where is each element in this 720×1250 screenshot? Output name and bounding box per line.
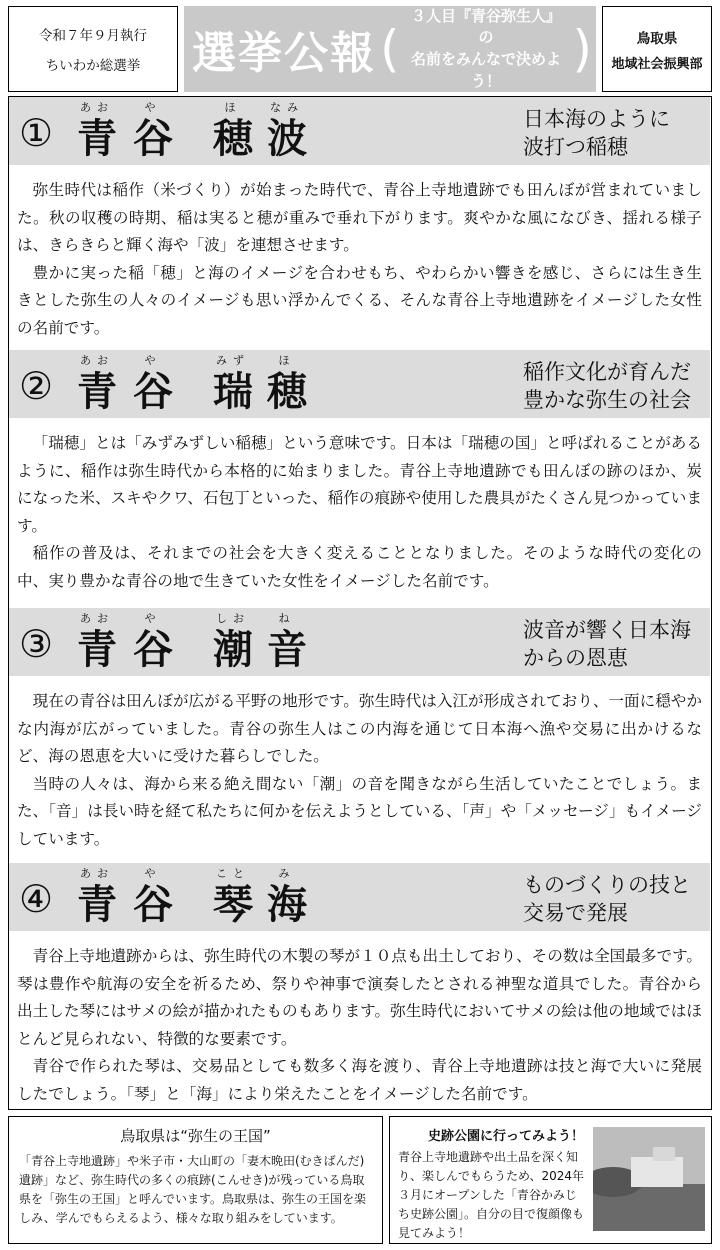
yayoi-kingdom-box [8, 1116, 383, 1244]
ruby-text: み [278, 867, 296, 880]
candidate-description [9, 931, 710, 1108]
name-char-text: 音 [267, 627, 307, 673]
candidate-section-3 [9, 608, 710, 853]
candidate-name [75, 101, 309, 162]
description-paragraph: 現在の青谷は田んぼが広がる平野の地形です。弥生時代は入江が形成されており、一面に穏やかな内海が広がっていました。青谷の弥生人はこの内海を通じて日本海へ漁や交易に出かけるなど、海の恩恵を大いに受けた暮らしでした。 [17, 692, 702, 765]
election-name: ちいわか総選挙 [45, 58, 141, 74]
name-char-text: 谷 [133, 369, 173, 415]
candidate-number: ② [19, 364, 54, 408]
ruby-text: や [144, 101, 162, 114]
candidate-description [9, 418, 710, 595]
tagline-line: 稲作文化が育んだ [523, 360, 691, 384]
info-footer [8, 1116, 712, 1244]
ruby-text: あお [80, 101, 114, 114]
candidate-name-bar [9, 350, 710, 418]
historic-park-photo [593, 1127, 705, 1231]
description-paragraph: 弥生時代は稲作（米づくり）が始まった時代で、青谷上寺地遺跡でも田んぼが営まれていました。秋の収穫の時期、稲は実ると穂が重みで垂れ下がります。爽やかな風になびき、揺れる様子は、きらきらと輝く海や「波」を連想させます。 [17, 181, 702, 254]
name-char-text: 瑞 [213, 369, 253, 415]
ruby-text: ほ [278, 354, 296, 367]
candidate-number: ① [19, 111, 54, 155]
candidate-name [75, 354, 309, 415]
info-body: 青谷上寺地遺跡や出土品を深く知り、楽しんでもらうため、2024年３月にオープンした「青谷かみじち史跡公園」。自分の目で復顔像も見てみよう！ [398, 1150, 585, 1240]
name-char [131, 354, 175, 415]
tagline-line: 日本海のように [523, 107, 670, 131]
name-char-text: 琴 [213, 882, 253, 928]
tagline-line: 波音が響く日本海 [523, 618, 691, 642]
name-char-text: 青 [77, 116, 117, 162]
candidate-name-bar [9, 863, 710, 931]
paren-open: ( [380, 20, 400, 78]
ruby-text: こと [216, 867, 250, 880]
description-paragraph: 稲作の普及は、それまでの社会を大きく変えることとなりました。そのような時代の変化の中、実り豊かな青谷の地で生きていた女性をイメージした名前です。 [17, 544, 702, 590]
candidate-description [9, 165, 710, 342]
name-char [265, 354, 309, 415]
name-char [75, 101, 119, 162]
tagline-line: 交易で発展 [523, 901, 628, 926]
name-char [265, 867, 309, 928]
ruby-text: あお [80, 867, 114, 880]
candidate-name [75, 867, 309, 928]
tagline-line: からの恩恵 [523, 646, 628, 671]
name-char-text: 波 [267, 116, 307, 162]
candidate-tagline [523, 871, 691, 928]
name-char-text: 谷 [133, 627, 173, 673]
candidate-tagline [523, 616, 691, 673]
name-char [75, 612, 119, 673]
info-body: 「青谷上寺地遺跡」や米子市・大山町の「妻木晩田(むきばんだ)遺跡」など、弥生時代の多くの痕跡(こんせき)が残っている鳥取県を「弥生の王国」と呼んでいます。鳥取県は、弥生の王国を楽しみ、学んでもらえるよう、様々な取り組みをしています。 [19, 1154, 367, 1225]
ruby-text: や [144, 867, 162, 880]
ruby-text: や [144, 354, 162, 367]
name-char-text: 海 [267, 882, 307, 928]
candidate-tagline [523, 105, 670, 162]
prefecture-name: 鳥取県 [636, 30, 678, 47]
subtitle-line-1: ３人目『青谷弥生人』の [410, 6, 561, 47]
ruby-text: あお [80, 612, 114, 625]
description-paragraph: 青谷で作られた琴は、交易品としても数多く海を渡り、青谷上寺地遺跡は技と海で大いに発展したでしょう。「琴」と「海」により栄えたことをイメージした名前です。 [17, 1057, 702, 1103]
candidate-description [9, 676, 710, 853]
name-char-text: 青 [77, 369, 117, 415]
name-char-text: 穂 [213, 116, 253, 162]
ruby-text: しお [216, 612, 250, 625]
ruby-text: みず [216, 354, 250, 367]
candidate-name-bar [9, 97, 710, 165]
page-header [8, 6, 712, 92]
info-title: 鳥取県は“弥生の王国” [120, 1127, 271, 1145]
name-char-text: 谷 [133, 116, 173, 162]
name-char [211, 101, 255, 162]
page-title: 選挙公報 [192, 28, 376, 79]
tagline-line: 豊かな弥生の社会 [523, 388, 691, 413]
name-char [131, 101, 175, 162]
candidate-section-1 [9, 97, 710, 342]
candidate-section-4 [9, 863, 710, 1108]
name-char-text: 潮 [213, 627, 253, 673]
ruby-text: ね [278, 612, 296, 625]
photo-building [631, 1157, 683, 1187]
name-char [211, 867, 255, 928]
election-date: 令和７年９月執行 [39, 28, 147, 44]
description-paragraph: 当時の人々は、海から来る絶え間ない「潮」の音を聞きながら生活していたことでしょう。また、「音」は長い時を経て私たちに何かを伝えようとしている、「声」や「メッセージ」もイメージしています。 [17, 774, 702, 848]
candidate-name-bar [9, 608, 710, 676]
name-char [211, 612, 255, 673]
name-char [211, 354, 255, 415]
candidate-number: ④ [19, 877, 54, 921]
name-char [265, 101, 309, 162]
description-paragraph: 「瑞穂」とは「みずみずしい稲穂」という意味です。日本は「瑞穂の国」と呼ばれることがあるように、稲作は弥生時代から本格的に始まりました。青谷上寺地遺跡でも田んぼの跡のほか、炭になった米、スキやクワ、石包丁といった、稲作の痕跡や使用した農具がたくさん見つかっています。 [17, 434, 702, 535]
historic-park-box [389, 1116, 712, 1244]
candidates-frame [8, 96, 712, 1110]
paren-close: ) [572, 20, 592, 78]
issuer-box [602, 6, 712, 92]
ruby-text: なみ [270, 101, 304, 114]
info-title: 史跡公園に行ってみよう！ [428, 1129, 585, 1144]
name-char [75, 867, 119, 928]
description-paragraph: 青谷上寺地遺跡からは、弥生時代の木製の琴が１０点も出土しており、その数は全国最多です。琴は豊作や航海の安全を祈るため、祭りや神事で演奏したとされる神聖な道具でした。青谷から出土した琴にはサメの絵が描かれたものもあります。弥生時代においてサメの絵は他の地域ではほとんど見られない、特徴的な要素です。 [17, 947, 702, 1048]
name-char [265, 612, 309, 673]
photo-building-roof [653, 1147, 675, 1161]
page-subtitle [404, 6, 569, 93]
tagline-line: ものづくりの技と [523, 873, 691, 897]
candidate-tagline [523, 358, 691, 415]
ruby-text: ほ [224, 101, 242, 114]
name-char [131, 612, 175, 673]
name-char-text: 青 [77, 627, 117, 673]
name-char-text: 穂 [267, 369, 307, 415]
subtitle-line-2: 名前をみんなで決めよう！ [410, 50, 561, 90]
title-banner [184, 6, 596, 92]
election-info-box [8, 6, 178, 92]
candidate-section-2 [9, 350, 710, 595]
ruby-text: あお [80, 354, 114, 367]
description-paragraph: 豊かに実った稲「穂」と海のイメージを合わせもち、やわらかい響きを感じ、さらには生き生きとした弥生の人々のイメージも思い浮かんでくる、そんな青谷上寺地遺跡をイメージした女性の名前です。 [17, 263, 702, 337]
name-char-text: 谷 [133, 882, 173, 928]
name-char [131, 867, 175, 928]
candidate-number: ③ [19, 622, 54, 666]
name-char [75, 354, 119, 415]
tagline-line: 波打つ稲穂 [523, 135, 628, 160]
name-char-text: 青 [77, 882, 117, 928]
candidate-name [75, 612, 309, 673]
ruby-text: や [144, 612, 162, 625]
organization-name: 地域社会振興部 [611, 56, 703, 72]
